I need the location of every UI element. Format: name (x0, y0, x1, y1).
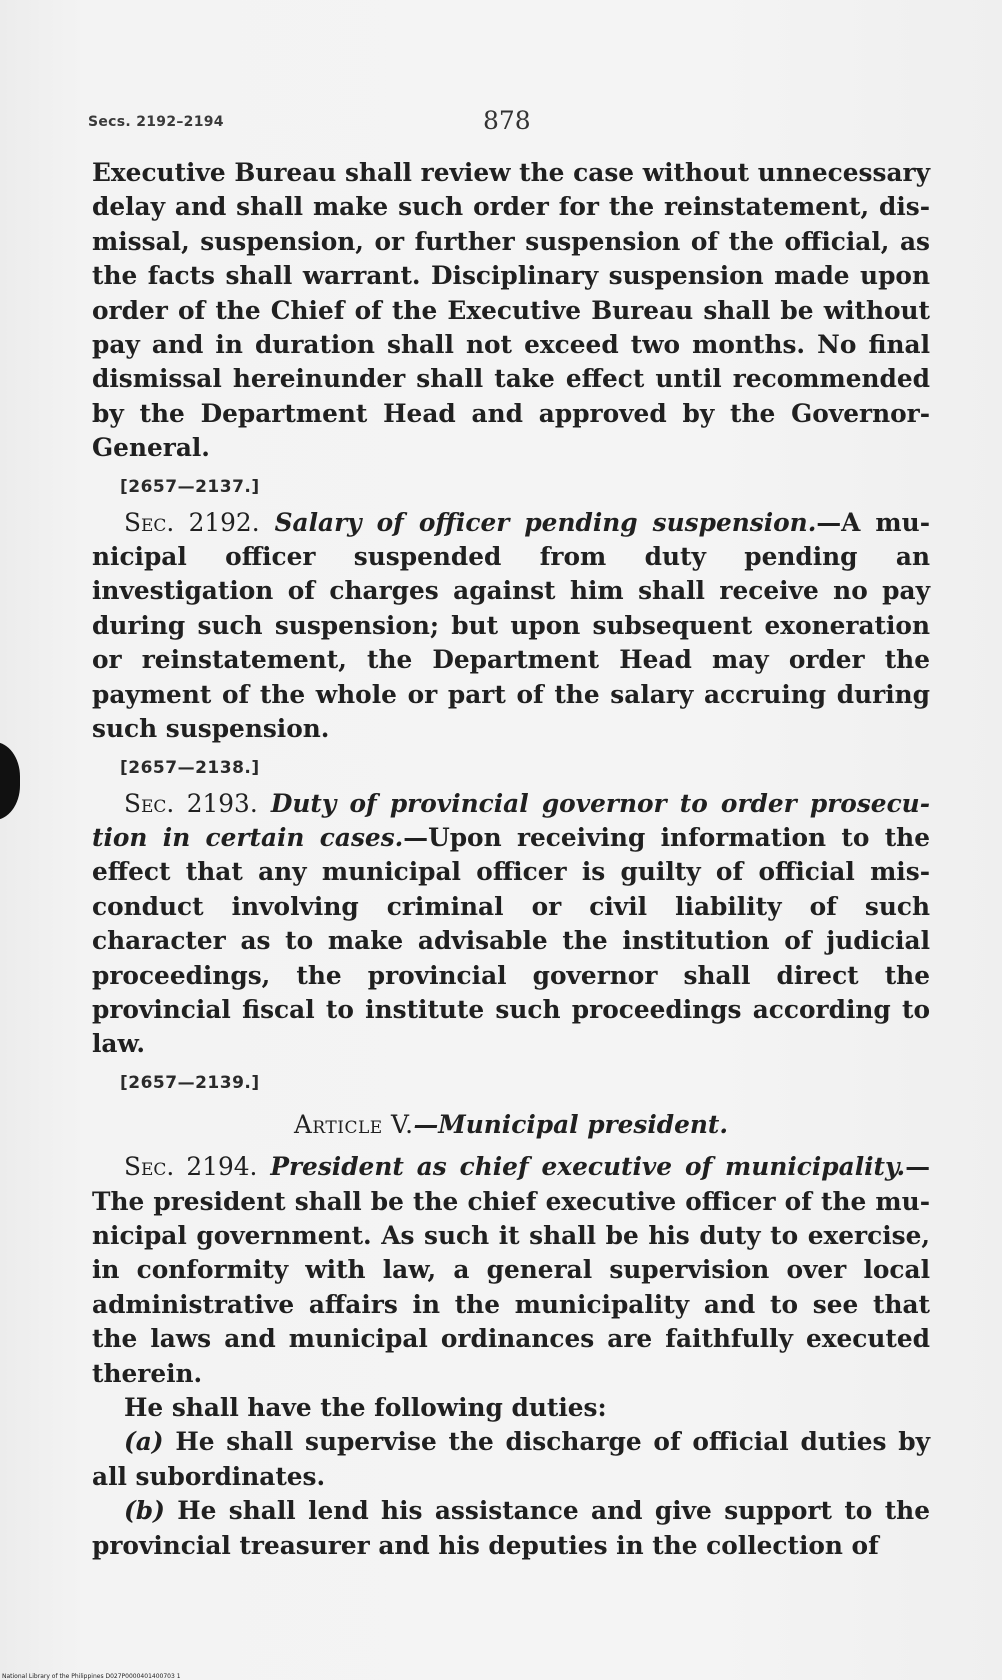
duty-item (92, 1425, 930, 1494)
section-title: President as chief executive of municipality. (270, 1152, 906, 1182)
citation: [2657—2139.] (120, 1072, 260, 1093)
duties-intro: He shall have the following duties: (124, 1393, 607, 1422)
section-text: — The president shall be the chief executive officer of the municipal government. As such it shall be his duty to exercise, in conformity with law, a general supervision over local administrative affairs in the municipality and to see that the laws and municipal ordinances are faithfully executed therein. (92, 1152, 930, 1388)
section-title: Salary of officer pending suspension. (274, 507, 817, 537)
section-paragraph (92, 506, 930, 747)
running-head (88, 106, 912, 136)
page-number: 878 (483, 106, 531, 135)
body-text (92, 156, 930, 1563)
article-label: Article V. (293, 1109, 414, 1139)
citation: [2657—2137.] (120, 476, 260, 497)
section-paragraph (92, 787, 930, 1062)
citation: [2657—2138.] (120, 757, 260, 778)
section-label: Sec. 2193. (124, 788, 258, 818)
section-text: —Upon receiving information to the effect that any municipal officer is guilty of official misconduct involving criminal or civil liability of such character as to make advisable the institution of judicial proceedings, the provincial governor shall direct the provincial fiscal to institute such proceedings according to law. (92, 822, 930, 1059)
duty-text: He shall supervise the discharge of official duties by all subordinates. (92, 1427, 930, 1491)
continuation-paragraph: Executive Bureau shall review the case without unnecessary delay and shall make such order for the reinstatement, dismissal, suspension, or further suspension of the official, as the facts shall warrant. Disciplinary suspension made upon order of the Chief of the Executive Bureau shall be without pay and in duration shall not exceed two months. No final dismissal hereinunder shall take effect until recommended by the Department Head and approved by the Governor-General. (92, 158, 930, 463)
footer-credit: National Library of the Philippines D027P0000401400703 1 (2, 1673, 181, 1680)
binding-shadow (0, 742, 20, 820)
duty-marker: (a) (124, 1427, 164, 1457)
duty-text: He shall lend his assistance and give support to the provincial treasurer and his deputies in the collection of (92, 1496, 930, 1560)
section-title: Duty of provincial governor to order prosecution in certain cases. (92, 788, 930, 852)
article-heading (92, 1108, 930, 1142)
article-title: —Municipal president. (413, 1109, 728, 1139)
section-paragraph (92, 1150, 930, 1391)
section-range: Secs. 2192–2194 (88, 114, 224, 130)
section-text: —A municipal officer suspended from duty pending an investigation of charges against him shall receive no pay during such suspension; but upon subsequent exoneration or reinstatement, the Department Head may order the payment of the whole or part of the salary accruing during such suspension. (92, 507, 930, 744)
section-label: Sec. 2194. (124, 1152, 258, 1182)
duty-item (92, 1494, 930, 1563)
duty-marker: (b) (124, 1496, 165, 1526)
section-label: Sec. 2192. (124, 507, 260, 537)
